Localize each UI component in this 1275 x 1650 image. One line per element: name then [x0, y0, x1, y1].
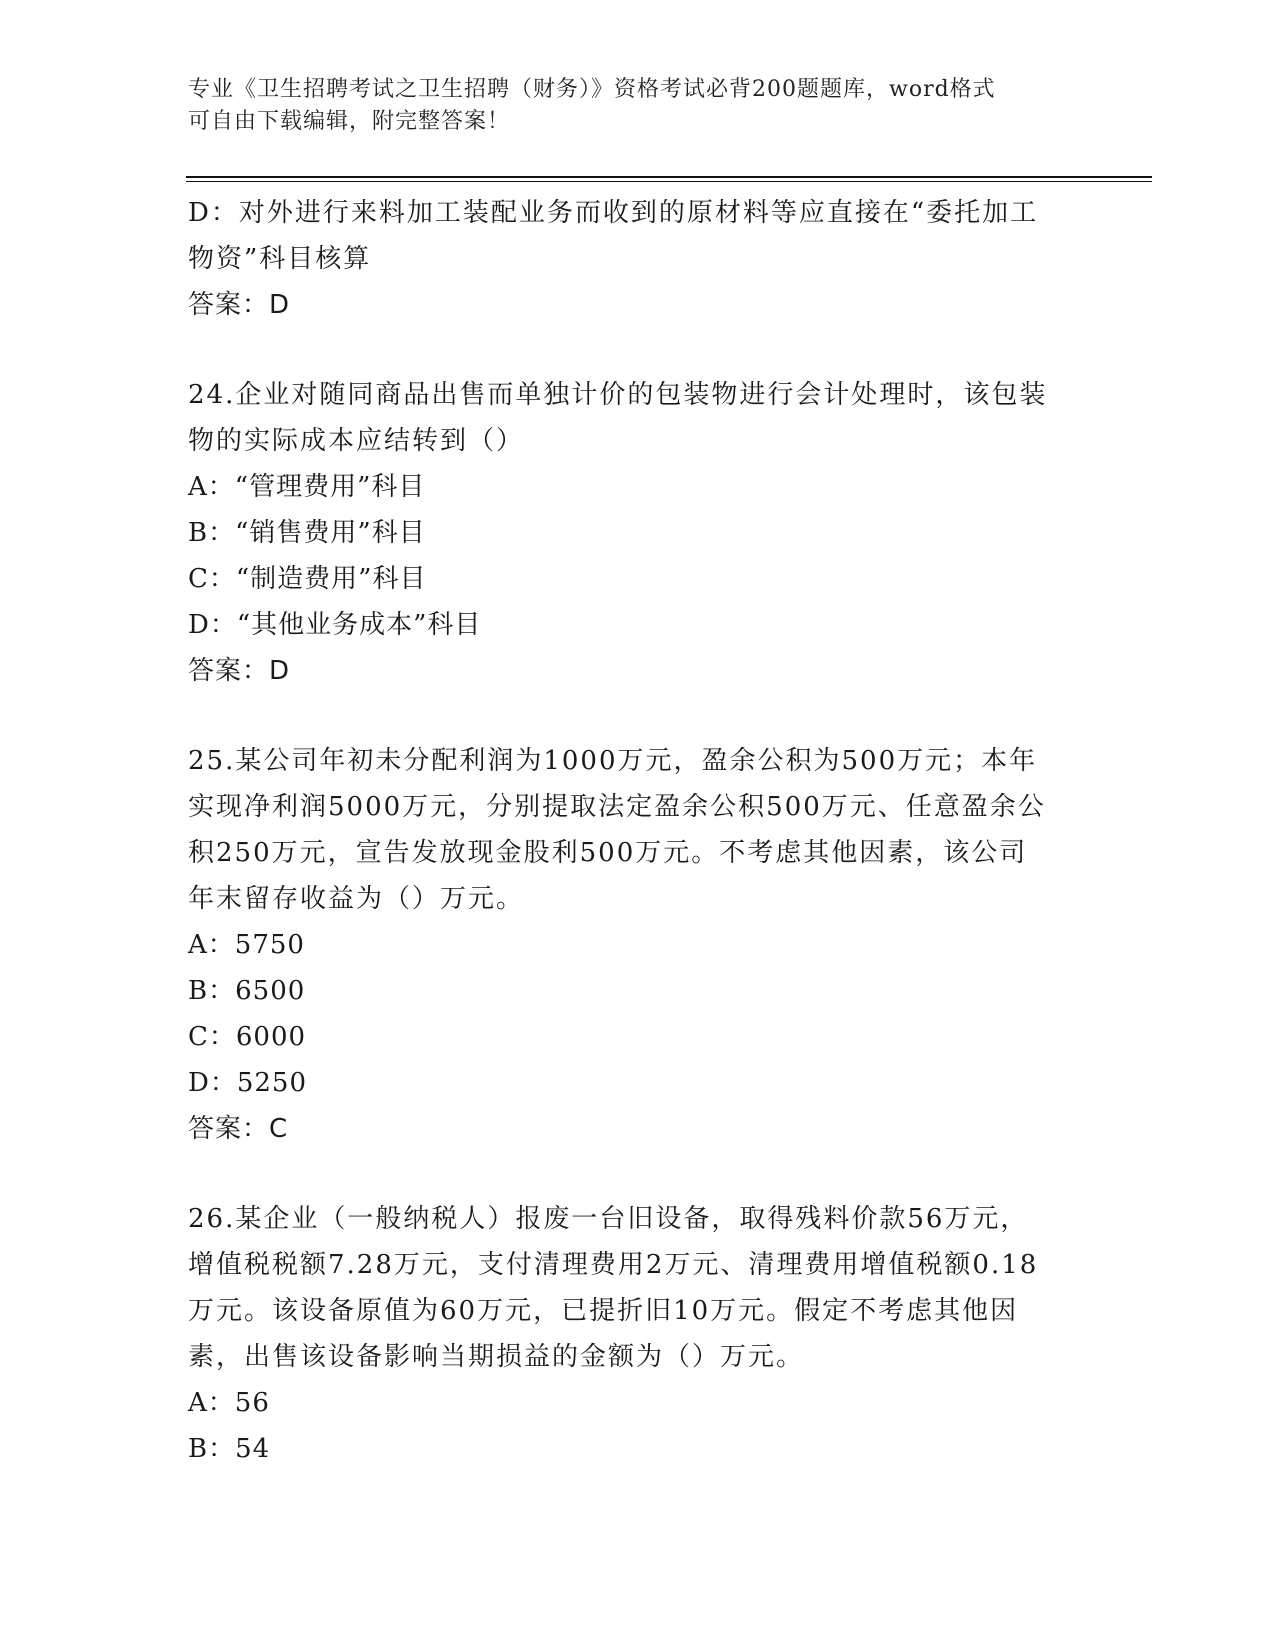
header-divider-thick: [186, 176, 1152, 178]
document-header: [188, 74, 1088, 138]
option-b: B：6500: [188, 976, 306, 1006]
question-25: [188, 738, 1088, 1152]
option-c: C：6000: [188, 1022, 307, 1052]
answer-label: 答案：C: [188, 1114, 289, 1144]
question-stem-continued: 物的实际成本应结转到（）: [188, 426, 525, 456]
option-c: C：“制造费用”科目: [188, 564, 427, 594]
header-divider-thin: [186, 181, 1152, 182]
question-stem-continued: 积250万元，宣告发放现金股利500万元。不考虑其他因素，该公司: [188, 838, 1028, 868]
option-a: A：“管理费用”科目: [188, 472, 426, 502]
option-b: B：“销售费用”科目: [188, 518, 426, 548]
answer-label: 答案：D: [188, 290, 291, 320]
question-stem: 24.企业对随同商品出售而单独计价的包装物进行会计处理时，该包装: [188, 380, 1048, 410]
option-d: D：5250: [188, 1068, 308, 1098]
question-stem-continued: 年末留存收益为（）万元。: [188, 884, 525, 914]
option-a: A：56: [188, 1388, 270, 1418]
option-d: D：“其他业务成本”科目: [188, 610, 482, 640]
option-a: A：5750: [188, 930, 305, 960]
question-stem: 26.某企业（一般纳税人）报废一台旧设备，取得残料价款56万元，: [188, 1204, 1029, 1234]
option-d-continued: 物资”科目核算: [188, 244, 372, 274]
question-stem-continued: 素，出售该设备影响当期损益的金额为（）万元。: [188, 1342, 805, 1372]
question-26: [188, 1196, 1088, 1472]
question-stem-continued: 增值税税额7.28万元，支付清理费用2万元、清理费用增值税额0.18: [188, 1250, 1039, 1280]
option-d: D：对外进行来料加工装配业务而收到的原材料等应直接在“委托加工: [188, 198, 1039, 228]
option-b: B：54: [188, 1434, 271, 1464]
question-stem-continued: 实现净利润5000万元，分别提取法定盈余公积500万元、任意盈余公: [188, 792, 1046, 822]
header-line-1: 专业《卫生招聘考试之卫生招聘（财务）》资格考试必背200题题库，word格式: [188, 77, 996, 102]
answer-label: 答案：D: [188, 656, 291, 686]
header-line-2: 可自由下载编辑，附完整答案！: [188, 109, 511, 134]
question-stem: 25.某公司年初未分配利润为1000万元，盈余公积为500万元；本年: [188, 746, 1038, 776]
question-stem-continued: 万元。该设备原值为60万元，已提折旧10万元。假定不考虑其他因: [188, 1296, 1019, 1326]
question-24: [188, 372, 1088, 694]
question-23-continued: [188, 190, 1088, 328]
document-body: [188, 190, 1088, 1472]
